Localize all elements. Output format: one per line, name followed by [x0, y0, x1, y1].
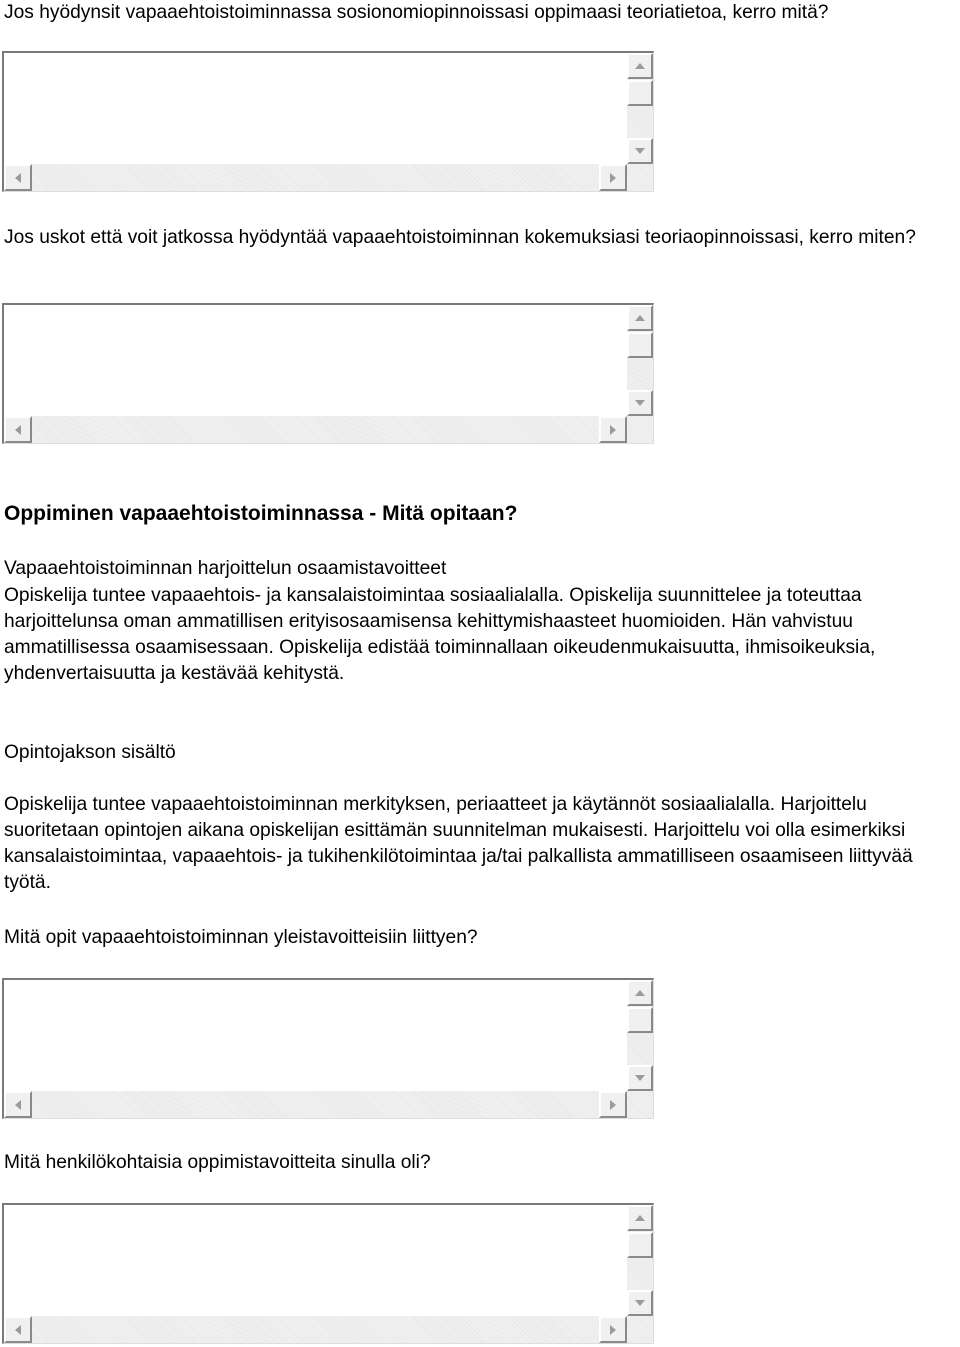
section-heading: Oppiminen vapaaehtoistoiminnassa - Mitä opitaan? [4, 502, 518, 525]
scroll-up-button[interactable] [627, 305, 653, 331]
question-3-label: Mitä opit vapaaehtoistoiminnan yleistavoitteisiin liittyen? [4, 927, 478, 948]
arrow-right-icon [610, 1100, 616, 1110]
vertical-scrollbar[interactable] [627, 1205, 653, 1316]
answer-2-textarea[interactable] [2, 303, 654, 444]
scroll-right-button[interactable] [599, 1316, 627, 1343]
scroll-thumb[interactable] [627, 1007, 653, 1033]
scroll-thumb[interactable] [627, 332, 653, 358]
arrow-up-icon [635, 63, 645, 69]
scroll-up-button[interactable] [627, 980, 653, 1006]
horizontal-scrollbar[interactable] [4, 1316, 627, 1343]
horizontal-scrollbar[interactable] [4, 416, 627, 443]
scroll-up-button[interactable] [627, 1205, 653, 1231]
goals-subheading: Vapaaehtoistoiminnan harjoittelun osaamistavoitteet [4, 558, 447, 579]
content-subheading: Opintojakson sisältö [4, 742, 176, 763]
arrow-right-icon [610, 425, 616, 435]
arrow-down-icon [635, 1075, 645, 1081]
answer-1-textarea[interactable] [2, 51, 654, 192]
answer-4-textarea[interactable] [2, 1203, 654, 1344]
vertical-scrollbar[interactable] [627, 980, 653, 1091]
scroll-down-button[interactable] [627, 1065, 653, 1091]
scroll-right-button[interactable] [599, 416, 627, 443]
arrow-left-icon [15, 425, 21, 435]
content-text: Opiskelija tuntee vapaaehtoistoiminnan merkityksen, periaatteet ja käytännöt sosiaalialalla. Harjoittelu suoritetaan opintojen aikana opiskelijan esittämän suunnitelman mukaisesti. Harjoittelu voi olla esimerkiksi kansalaistoimintaa, vapaaehtois- ja tukihenkilötoimintaa ja/tai palkallista ammatilliseen osaamiseen liittyvää työtä. [4, 794, 913, 893]
arrow-left-icon [15, 1100, 21, 1110]
scroll-thumb[interactable] [627, 1232, 653, 1258]
scroll-down-button[interactable] [627, 390, 653, 416]
arrow-up-icon [635, 315, 645, 321]
arrow-right-icon [610, 173, 616, 183]
arrow-down-icon [635, 148, 645, 154]
question-4-label: Mitä henkilökohtaisia oppimistavoitteita sinulla oli? [4, 1152, 431, 1173]
arrow-up-icon [635, 990, 645, 996]
scroll-down-button[interactable] [627, 138, 653, 164]
scrollbar-corner [627, 416, 653, 443]
scroll-up-button[interactable] [627, 53, 653, 79]
question-2-label: Jos uskot että voit jatkossa hyödyntää vapaaehtoistoiminnan kokemuksiasi teoriaopinnoissasi, kerro miten? [4, 227, 916, 248]
goals-text: Opiskelija tuntee vapaaehtois- ja kansalaistoimintaa sosiaalialalla. Opiskelija suunnittelee ja toteuttaa harjoittelunsa oman ammatillisen erityisosaamisensa kehittymishaasteet huomioiden. Hän vahvistuu ammatillisessa osaamisessaan. Opiskelija edistää toiminnallaan oikeudenmukaisuutta, ihmisoikeuksia, yhdenvertaisuutta ja kestävää kehitystä. [4, 585, 876, 684]
scroll-left-button[interactable] [4, 164, 32, 191]
arrow-left-icon [15, 1325, 21, 1335]
arrow-down-icon [635, 1300, 645, 1306]
answer-4-edit-area[interactable] [4, 1205, 627, 1316]
scroll-left-button[interactable] [4, 416, 32, 443]
scrollbar-corner [627, 164, 653, 191]
scrollbar-corner [627, 1316, 653, 1343]
scroll-left-button[interactable] [4, 1316, 32, 1343]
scrollbar-corner [627, 1091, 653, 1118]
answer-3-edit-area[interactable] [4, 980, 627, 1091]
vertical-scrollbar[interactable] [627, 53, 653, 164]
scroll-right-button[interactable] [599, 1091, 627, 1118]
question-1-label: Jos hyödynsit vapaaehtoistoiminnassa sosionomiopinnoissasi oppimaasi teoriatietoa, kerro mitä? [4, 2, 829, 23]
arrow-left-icon [15, 173, 21, 183]
scroll-right-button[interactable] [599, 164, 627, 191]
arrow-down-icon [635, 400, 645, 406]
scroll-down-button[interactable] [627, 1290, 653, 1316]
arrow-up-icon [635, 1215, 645, 1221]
scroll-left-button[interactable] [4, 1091, 32, 1118]
answer-2-edit-area[interactable] [4, 305, 627, 416]
scroll-thumb[interactable] [627, 80, 653, 106]
vertical-scrollbar[interactable] [627, 305, 653, 416]
arrow-right-icon [610, 1325, 616, 1335]
answer-1-edit-area[interactable] [4, 53, 627, 164]
horizontal-scrollbar[interactable] [4, 1091, 627, 1118]
answer-3-textarea[interactable] [2, 978, 654, 1119]
horizontal-scrollbar[interactable] [4, 164, 627, 191]
